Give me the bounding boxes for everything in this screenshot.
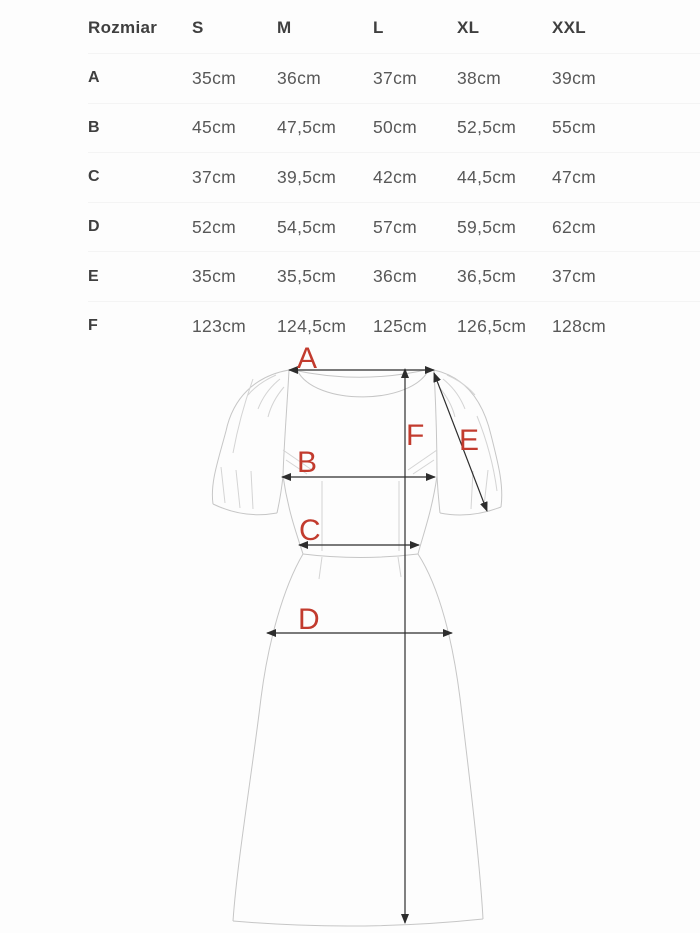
cell-value: 38cm xyxy=(457,67,501,88)
row-label: E xyxy=(88,267,99,285)
bodice-right-edge xyxy=(418,370,437,554)
cell-value: 44,5cm xyxy=(457,166,517,187)
table-row-a xyxy=(88,53,700,103)
cell-value: 42cm xyxy=(373,166,417,187)
cell-value: 35,5cm xyxy=(277,266,337,287)
column-header-xl: XL xyxy=(457,18,480,37)
cell-value: 52,5cm xyxy=(457,117,517,138)
cell-value: 47,5cm xyxy=(277,117,337,138)
cell-value: 45cm xyxy=(192,117,236,138)
row-label: F xyxy=(88,317,99,335)
cell-value: 128cm xyxy=(552,315,607,336)
table-row-c xyxy=(88,152,700,202)
column-header-rozmiar: Rozmiar xyxy=(88,18,158,37)
left-sleeve-inner xyxy=(277,476,283,513)
table-row-b xyxy=(88,103,700,153)
cell-value: 37cm xyxy=(552,266,596,287)
column-header-m: M xyxy=(277,18,292,37)
cell-value: 37cm xyxy=(373,67,417,88)
dress-measurement-diagram xyxy=(0,343,700,933)
cell-value: 50cm xyxy=(373,117,417,138)
waist-seam xyxy=(303,554,418,558)
skirt-left-edge xyxy=(233,554,303,921)
skirt-right-edge xyxy=(418,554,483,919)
cell-value: 59,5cm xyxy=(457,216,517,237)
cell-value: 52cm xyxy=(192,216,236,237)
table-header-row xyxy=(88,3,700,53)
skirt-hem xyxy=(233,919,483,926)
left-sleeve-outer xyxy=(212,370,289,504)
cell-value: 39cm xyxy=(552,67,596,88)
left-sleeve-hem xyxy=(213,504,277,515)
cell-value: 37cm xyxy=(192,166,236,187)
size-table xyxy=(0,0,700,351)
cell-value: 36,5cm xyxy=(457,266,517,287)
row-label: C xyxy=(88,168,100,186)
cell-value: 36cm xyxy=(373,266,417,287)
table-row-e xyxy=(88,251,700,301)
row-label: D xyxy=(88,218,100,236)
cell-value: 124,5cm xyxy=(277,315,347,336)
label-a: A xyxy=(297,343,318,375)
cell-value: 35cm xyxy=(192,266,236,287)
label-b: B xyxy=(297,446,318,479)
column-header-xxl: XXL xyxy=(552,18,586,37)
cell-value: 125cm xyxy=(373,315,428,336)
cell-value: 55cm xyxy=(552,117,596,138)
label-d: D xyxy=(298,603,320,636)
row-label: A xyxy=(88,69,100,87)
label-f: F xyxy=(406,419,425,452)
column-header-s: S xyxy=(192,18,204,37)
cell-value: 35cm xyxy=(192,67,236,88)
label-e: E xyxy=(459,424,480,457)
table-row-d xyxy=(88,202,700,252)
right-sleeve-hem xyxy=(440,507,501,515)
cell-value: 126,5cm xyxy=(457,315,527,336)
cell-value: 47cm xyxy=(552,166,596,187)
cell-value: 54,5cm xyxy=(277,216,337,237)
cell-value: 57cm xyxy=(373,216,417,237)
cell-value: 36cm xyxy=(277,67,321,88)
right-sleeve-inner xyxy=(437,476,440,513)
label-c: C xyxy=(299,514,321,547)
cell-value: 62cm xyxy=(552,216,596,237)
cell-value: 39,5cm xyxy=(277,166,337,187)
column-header-l: L xyxy=(373,18,384,37)
row-label: B xyxy=(88,118,100,136)
cell-value: 123cm xyxy=(192,315,247,336)
